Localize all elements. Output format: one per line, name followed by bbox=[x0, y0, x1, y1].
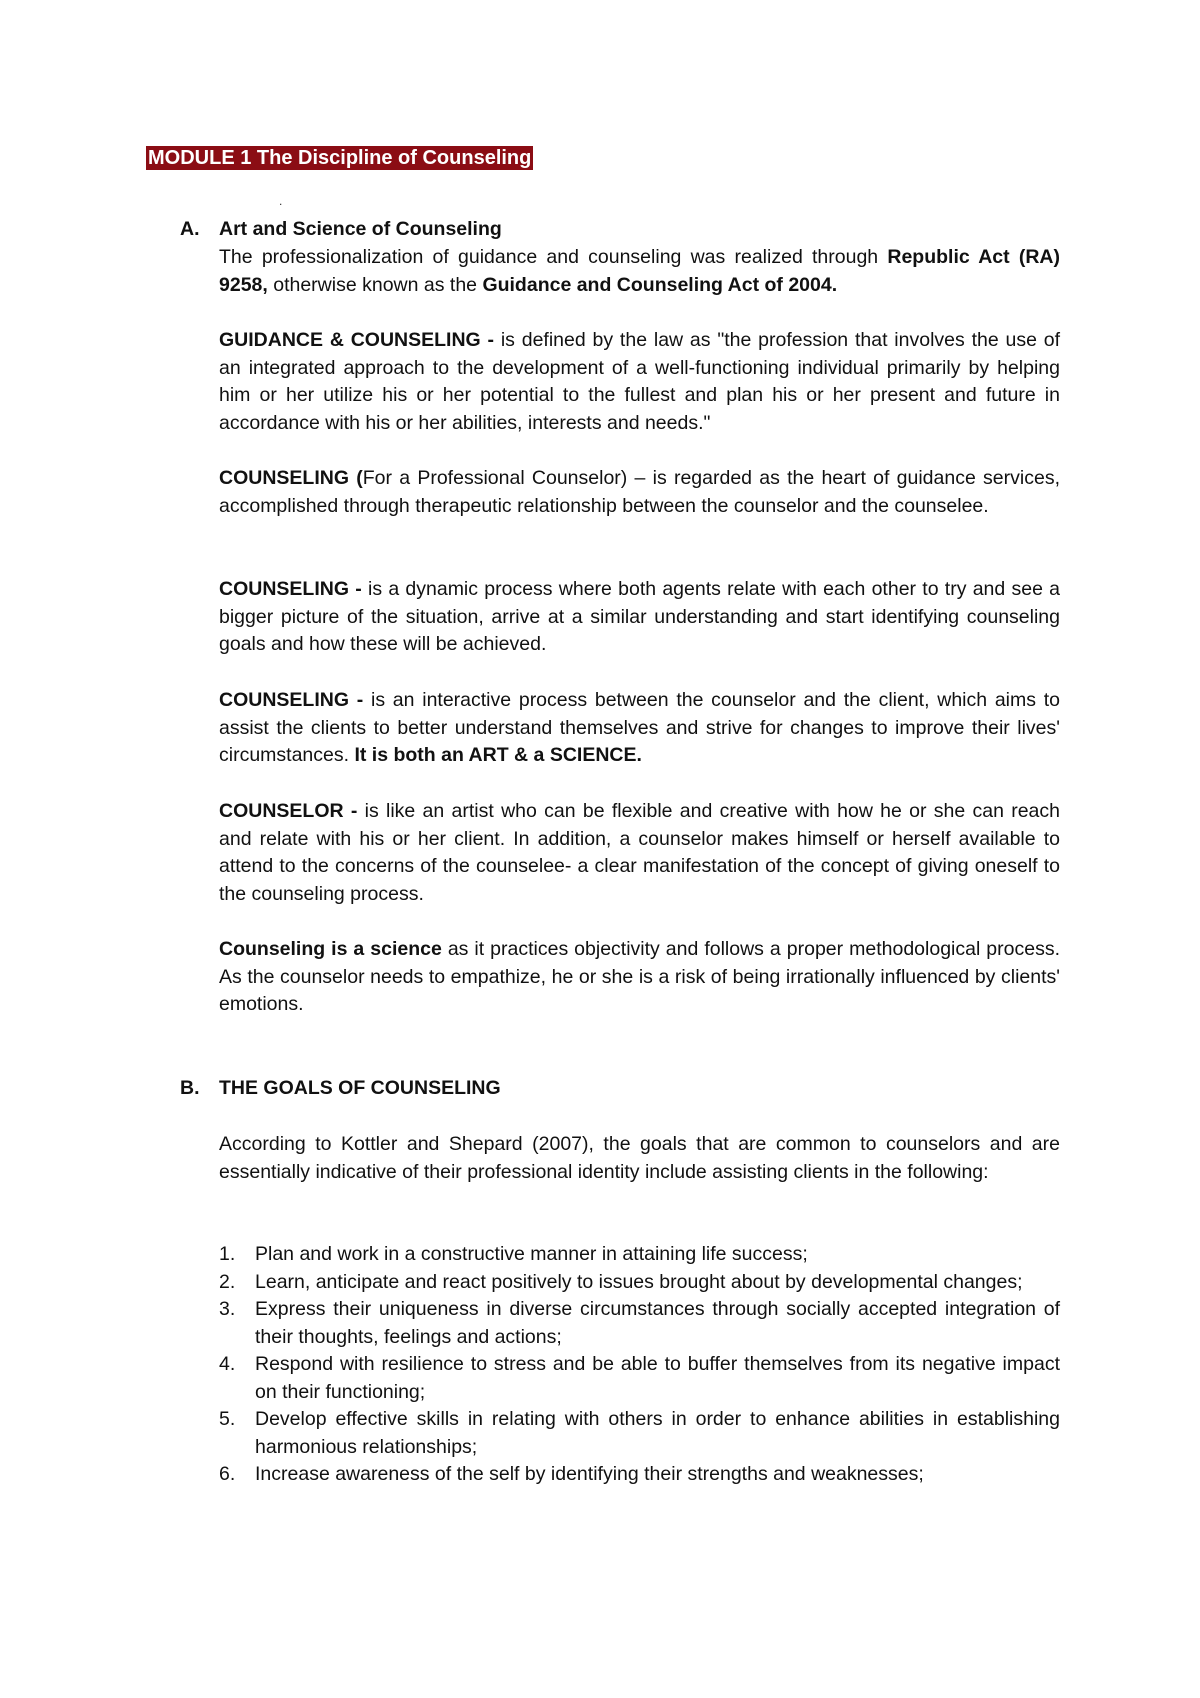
definition-term: COUNSELING ( bbox=[219, 467, 363, 489]
definition-text: is an interactive process between the counselor and the client, which aims to assist the clients to better understand themselves and strive for changes to improve their lives' circumstances. bbox=[219, 689, 1061, 766]
intro-law-name: Republic Act (RA) 9258, bbox=[219, 246, 1060, 296]
definition-term: COUNSELING - bbox=[219, 578, 362, 600]
definition-counseling-dynamic bbox=[219, 576, 1060, 659]
section-b-letter: B. bbox=[180, 1077, 200, 1099]
definition-counselor bbox=[219, 798, 1060, 908]
definition-term: COUNSELOR - bbox=[219, 800, 358, 822]
intro-act-name: Guidance and Counseling Act of 2004. bbox=[482, 273, 838, 296]
goals-list bbox=[219, 1241, 1060, 1489]
definition-counseling-professional bbox=[219, 465, 1060, 520]
section-b-intro: According to Kottler and Shepard (2007), the goals that are common to counselors and are essentially indicative of their professional identity include assisting clients in the following: bbox=[219, 1133, 1060, 1183]
stray-dot: . bbox=[279, 194, 283, 208]
section-a-letter: A. bbox=[180, 218, 200, 240]
definition-text: For a Professional Counselor) – is regarded as the heart of guidance services, accomplished through therapeutic relationship between the counselor and the counselee. bbox=[219, 467, 1060, 517]
definition-text: is like an artist who can be flexible and creative with how he or she can reach and relate with his or her client. In addition, a counselor makes himself or herself available to attend to the concerns of the counselee- a clear manifestation of the concept of giving oneself to the counseling process. bbox=[219, 800, 1060, 905]
list-item-number: 1. bbox=[219, 1243, 236, 1265]
list-item-number: 2. bbox=[219, 1270, 236, 1293]
intro-text-2: otherwise known as the bbox=[267, 273, 483, 296]
intro-text-1: The professionalization of guidance and counseling was realized through bbox=[219, 246, 888, 268]
definition-counseling-science bbox=[219, 936, 1060, 1019]
definition-text: is a dynamic process where both agents relate with each other to try and see a bigger picture of the situation, arrive at a similar understanding and start identifying counseling goals and how these will be achieved. bbox=[219, 578, 1060, 655]
section-a-intro bbox=[219, 244, 1060, 299]
list-item-text: Learn, anticipate and react positively to issues brought about by developmental changes; bbox=[255, 1270, 1023, 1293]
section-a-heading bbox=[180, 218, 1060, 246]
list-item-number: 4. bbox=[219, 1353, 236, 1375]
section-a-title: Art and Science of Counseling bbox=[219, 218, 502, 240]
definition-term: GUIDANCE & COUNSELING - bbox=[219, 329, 495, 351]
definition-counseling-interactive bbox=[219, 687, 1060, 770]
section-b-title: THE GOALS OF COUNSELING bbox=[219, 1077, 501, 1099]
definition-text: as it practices objectivity and follows a proper methodological process. As the counselor needs to empathize, he or she is a risk of being irrationally influenced by clients' emotions. bbox=[219, 938, 1060, 1015]
module-title: MODULE 1 The Discipline of Counseling bbox=[148, 147, 532, 169]
definition-term: Counseling is a science bbox=[219, 938, 442, 960]
list-item-number: 6. bbox=[219, 1463, 236, 1485]
list-item-text: Plan and work in a constructive manner in attaining life success; bbox=[255, 1243, 808, 1265]
list-item-text: Develop effective skills in relating with others in order to enhance abilities in establishing harmonious relationships; bbox=[255, 1408, 1060, 1458]
list-item bbox=[219, 1269, 1060, 1297]
list-item bbox=[219, 1461, 1060, 1489]
list-item bbox=[219, 1351, 1060, 1406]
list-item-text: Increase awareness of the self by identifying their strengths and weaknesses; bbox=[255, 1463, 924, 1485]
list-item-text: Respond with resilience to stress and be able to buffer themselves from its negative impact on their functioning; bbox=[255, 1353, 1060, 1403]
list-item-number: 3. bbox=[219, 1298, 236, 1320]
definition-text: is defined by the law as "the profession that involves the use of an integrated approach to the development of a well-functioning individual primarily by helping him or her utilize his or her potential to the fullest and plan his or her present and future in accordance with his or her abilities, interests and needs." bbox=[219, 329, 1061, 434]
list-item-text: Express their uniqueness in diverse circumstances through socially accepted integration of their thoughts, feelings and actions; bbox=[255, 1298, 1060, 1348]
list-item bbox=[219, 1406, 1060, 1461]
list-item bbox=[219, 1296, 1060, 1351]
definition-emphasis: It is both an ART & a SCIENCE. bbox=[354, 744, 642, 766]
list-item-number: 5. bbox=[219, 1408, 236, 1430]
section-b-heading bbox=[180, 1077, 1060, 1105]
definition-term: COUNSELING - bbox=[219, 689, 364, 711]
list-item bbox=[219, 1241, 1060, 1269]
definition-guidance-counseling bbox=[219, 327, 1060, 437]
